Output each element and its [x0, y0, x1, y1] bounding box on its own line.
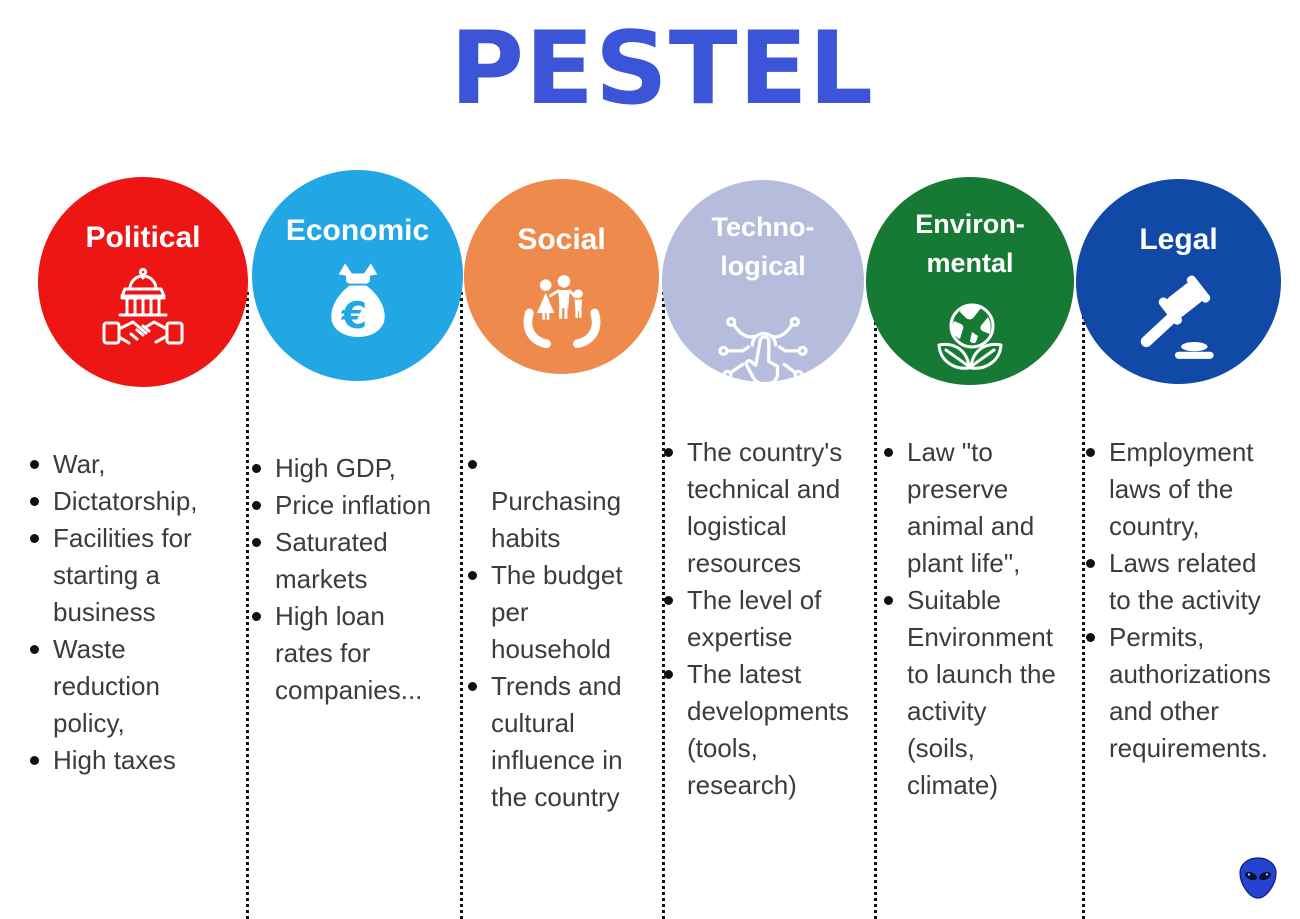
- category-circle-environmental: [866, 177, 1074, 385]
- family-in-hands-icon: [514, 265, 610, 361]
- bullet-item: The budget per household: [466, 557, 626, 668]
- bullet-item: Employment laws of the country,: [1084, 434, 1274, 545]
- touch-network-icon: [710, 293, 816, 399]
- category-label-technological: [712, 180, 815, 286]
- page-title: PESTEL: [449, 9, 874, 127]
- bullet-item: Law "to preserve animal and plant life",: [882, 434, 1058, 582]
- bullet-item: The level of expertise: [662, 582, 846, 656]
- bullet-list-environmental: [882, 434, 1064, 804]
- bullet-item: Waste reduction policy,: [28, 631, 202, 742]
- bullet-item: War,: [28, 446, 202, 483]
- column-divider: [460, 292, 463, 919]
- bullet-list-technological: [662, 434, 857, 804]
- bullet-item: Permits, authorizations and other requirements.: [1084, 619, 1274, 767]
- category-circle-legal: [1076, 179, 1281, 384]
- bullet-item: The latest developments (tools, research): [662, 656, 846, 804]
- bullet-item: Saturated markets: [250, 524, 434, 598]
- alien-logo: [1238, 856, 1278, 900]
- bullet-item: Price inflation: [250, 487, 434, 524]
- category-label-line: Legal: [1139, 223, 1218, 256]
- category-label-line: Techno-: [711, 212, 815, 242]
- category-circle-economic: [252, 170, 463, 381]
- bullet-item: Suitable Environment to launch the activity (soils, climate): [882, 582, 1058, 804]
- money-bag-euro-icon: [312, 256, 404, 348]
- government-handshake-icon: [93, 263, 193, 363]
- category-label-environmental: [915, 177, 1025, 283]
- category-circle-political: [38, 177, 248, 387]
- category-label-line: logical: [720, 251, 806, 282]
- column-divider: [874, 292, 877, 919]
- svg-text:€: €: [341, 293, 367, 337]
- category-label-line: Political: [85, 221, 201, 254]
- bullet-item: The country's technical and logistical resources: [662, 434, 846, 582]
- column-divider: [246, 292, 249, 919]
- gavel-icon: [1128, 265, 1230, 367]
- bullet-item: Trends and cultural influence in the country: [466, 668, 626, 816]
- category-label-line: Environ-: [915, 209, 1025, 239]
- bullet-list-economic: [250, 450, 434, 709]
- bullet-list-political: [28, 446, 202, 779]
- category-label-line: mental: [926, 248, 1014, 279]
- bullet-item: Facilities for starting a business: [28, 520, 202, 631]
- bullet-item: Purchasing habits: [466, 446, 626, 557]
- bullet-item: High loan rates for companies...: [250, 598, 434, 709]
- category-circle-technological: [662, 180, 864, 382]
- bullet-item: High GDP,: [250, 450, 434, 487]
- category-label-economic: [286, 170, 429, 249]
- bullet-list-legal: [1084, 434, 1279, 767]
- category-label-social: [517, 179, 605, 258]
- category-label-line: Economic: [285, 214, 430, 247]
- category-label-line: Social: [517, 223, 606, 256]
- bullet-item: Dictatorship,: [28, 483, 202, 520]
- bullet-list-social: [466, 446, 630, 816]
- category-label-political: [85, 177, 200, 256]
- bullet-item: High taxes: [28, 742, 202, 779]
- category-label-legal: [1139, 179, 1217, 258]
- eco-globe-leaves-icon: [920, 290, 1020, 390]
- category-circle-social: [464, 179, 659, 374]
- bullet-item: Laws related to the activity: [1084, 545, 1274, 619]
